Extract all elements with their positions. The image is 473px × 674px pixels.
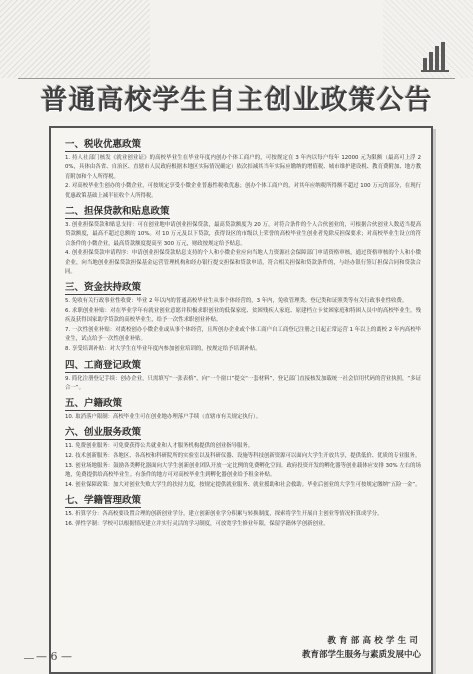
policy-item: 3. 创业担保贷款和贴息支持：可在创业地申请创业担保贷款，最高贷款额度为 20 万，对符合条件的个人合伙创业的，可根据合伙创业人数适当提高贷款额度，最高不超过总额的 10%。对 10 万元及以下贷款，获得设区的市级以上荣誉的高校毕业生创业者免除反担保要求；对高校毕业生设立的符合条件的小微企业，最高贷款额度提高至 300 万元，财政按规定给予贴息。 [65,221,421,247]
section-heading-text: 七、学籍管理政策 [65,495,142,507]
policy-box [49,126,433,674]
policy-item: 7. 一次性创业补贴：对离校创办小微企业或从事个体经营，且所创办企业或个体工商户自工商登记注册之日起正常运营 1 年以上的离校 2 年内高校毕业生，试点给予一次性创业补贴。 [65,327,421,343]
page-title: 普通高校学生自主创业政策公告 [40,85,433,116]
policy-item: 5. 免收有关行政事业性收费：毕业 2 年以内的普通高校毕业生从事个体经营的，3 年内，免收管理类、登记类和证照类等有关行政事业性收费。 [65,298,408,305]
section-heading-text: 四、工商登记政策 [65,359,142,371]
section-heading-text: 一、税收优惠政策 [65,139,142,150]
signature-block [302,634,421,662]
policy-item: 10. 取消落户限制：高校毕业生可在创业地办理落户手续（直辖市有关规定执行）。 [65,414,262,421]
bar-chart-logo-icon [421,40,451,72]
policy-item: 16. 弹性学制：学校可以根据情况建立并实行灵活的学习制度，可放宽学生修业年限，保留学籍休学创新创业。 [65,521,329,528]
signature-line-1: 教育部高校学生司 [327,636,421,646]
section-heading-text: 二、担保贷款和贴息政策 [65,205,170,217]
signature-line-2: 教育部学生服务与素质发展中心 [301,650,421,660]
policy-item: 11. 免费创业服务：可免费获得公共就业和人才服务机构提供的创业指导服务。 [65,443,254,450]
policy-item: 9. 简化注册登记手续：创办企业，只需填写“一张表格”，向“一个窗口”提交“一套材料”，登记部门直接核发加载统一社会信用代码的营业执照，“多证合一”。 [65,375,421,391]
section-heading [65,139,421,151]
policy-item: 15. 折算学分：各高校要设置合理的创新创业学分，建立创新创业学分积累与转换制度，探索将学生开展自主创业等情况折算成学分。 [65,511,383,518]
section-heading [65,206,421,218]
section-heading [65,360,421,372]
section-heading [65,495,421,507]
page-number-value: 6 [50,650,58,663]
policy-item: 12. 技术创新服务：各地区、各高校和科研院所的实验室以及科研仪器、设施等科技创新资源可以面向大学生开放共享，提供低价、优质的专业服务。 [65,453,421,460]
policy-item: 6. 求职创业补贴：对在毕业学年有就业创业意愿并积极求职创业的低保家庭、贫困残疾人家庭、原建档立卡贫困家庭和特困人员中的高校毕业生，残疾及获得国家助学贷款的高校毕业生，给予一次性求职创业补贴。 [65,308,421,324]
policy-item: 4. 创业担保贷款申请程序：申请创业担保贷款贴息支持的个人和小微企业应向当地人力资源社会保障部门申请资格审核，通过资格审核的个人和小微企业，向当地创业担保贷款担保基金运营管理机构和经办银行提交担保和贷款申请，符合相关担保和贷款条件的，与经办银行签订担保合同和贷款合同。 [65,250,421,275]
policy-item: 14. 创业保障政策：加大对创业失败大学生的扶持力度，按规定提供就业服务、就业援助和社会救助。毕业后创业的大学生可按规定缴纳“五险一金”。 [65,482,421,489]
page-number-rule [24,658,34,659]
section-heading-text: 五、户籍政策 [65,398,123,410]
policy-item: 13. 创业场地服务：鼓励各类孵化器面向大学生创新创业团队开放一定比例的免费孵化空间。政府投资开发的孵化器等创业载体应安排 30% 左右的场地，免费提供给高校毕业生。有条件的地方可对高校毕业生到孵化器创业给予租金补贴。 [65,463,421,479]
decorative-hatch [0,0,150,78]
section-heading-text: 六、创业服务政策 [65,427,142,439]
section-heading-text: 三、资金扶持政策 [65,282,142,294]
section-heading [65,282,421,294]
policy-item: 1. 持人社部门核发《就业创业证》的高校毕业生在毕业年度内创办个体工商户的，可按规定在 3 年内以每户每年 12000 元为限额（最高可上浮 20%，具体由各省、自治区、直辖市人民政府根据本地区实际情况确定）依次扣减其当年实际应缴纳的增值税、城市维护建设税、教育费附加、地方教育附加和个人所得税。 [65,155,421,180]
section-heading [65,398,421,410]
policy-content [65,134,421,530]
policy-item: 2. 对高校毕业生创办的小微企业，可按规定享受小微企业普惠性税收优惠；创办个体工商户的，对其年应纳税所得额不超过 100 万元的部分，在现行优惠政策基础上减半征收个人所得税。 [65,183,421,199]
policy-item: 8. 享受培训补贴：对大学生在毕业年度内参加创业培训的，按规定给予培训补贴。 [65,346,261,353]
page-number: — 6 — [36,650,72,663]
section-heading [65,427,421,439]
